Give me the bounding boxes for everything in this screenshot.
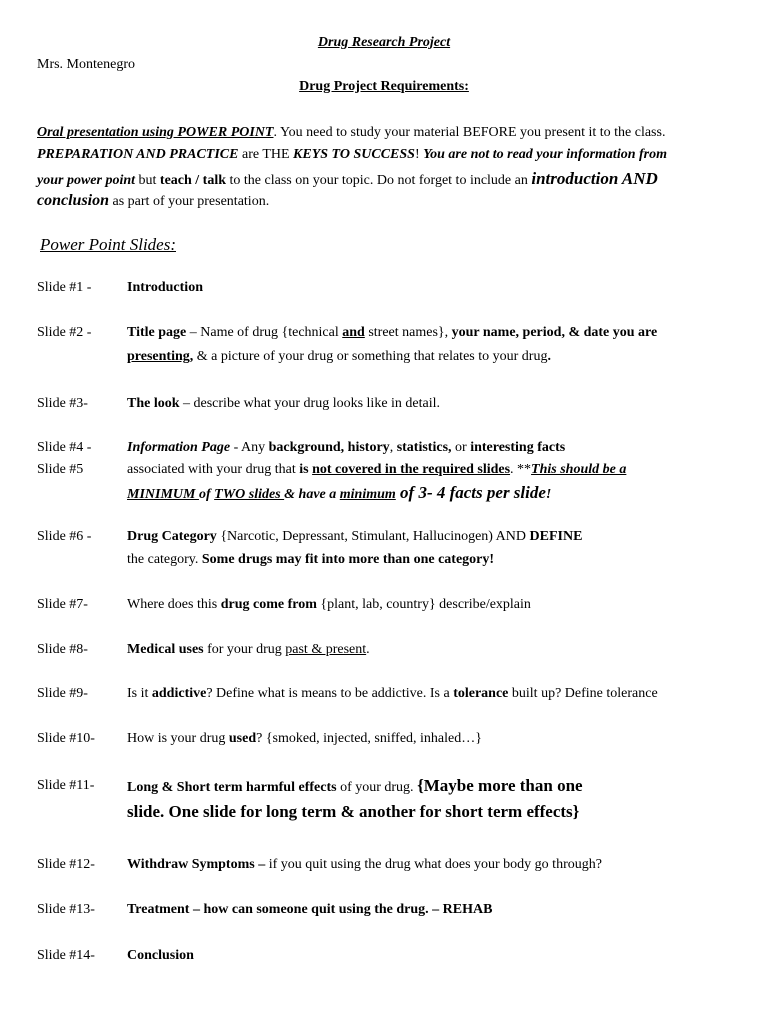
slide-text: {plant, lab, country} describe/explain [316, 597, 531, 612]
intro-line-4 [37, 192, 269, 210]
slide-text-bold-large: {Maybe more than one [417, 776, 583, 795]
intro-text: ! [414, 147, 424, 162]
document-title: Drug Research Project [317, 35, 451, 50]
slide-text-bold-italic: minimum [339, 487, 396, 502]
slide-text-underlined: past & present [285, 642, 367, 657]
slide-text: . ** [510, 462, 532, 477]
slide-text-bold: your name, period, & date you are [451, 325, 658, 340]
slide-text-bold: background, history [268, 440, 390, 455]
slide-10-text [127, 731, 482, 747]
intro-keys: KEYS TO SUCCESS [293, 147, 415, 162]
slide-13-text: Treatment – how can someone quit using the drug. – REHAB [127, 902, 493, 917]
slide-text-bold-italic: TWO slides [214, 487, 285, 502]
slide-12-text [127, 857, 602, 873]
intro-power-point: your power point [37, 173, 136, 188]
slide-text: or [451, 440, 471, 455]
slide-text-bold: presenting [127, 349, 190, 364]
slide-text-bold: Some drugs may fit into more than one category! [201, 552, 495, 567]
slide-text-bold: and [342, 325, 365, 340]
slide-11-line-1 [127, 776, 583, 796]
slide-text-bold: . [547, 349, 551, 364]
slide-text-bold: , [189, 349, 194, 364]
slide-text: – describe what your drug looks like in detail. [179, 396, 441, 411]
slide-4-line-2 [127, 462, 626, 478]
slide-8-text [127, 642, 370, 658]
intro-text: to the class on your topic. Do not forget to include an [226, 173, 532, 188]
slide-text-bold: The look [127, 396, 180, 411]
slide-text: for your drug [203, 642, 286, 657]
slide-text-bold: Medical uses [127, 642, 204, 657]
slide-text: street names}, [364, 325, 452, 340]
slide-6-line-1 [127, 529, 582, 545]
slide-text: How is your drug [127, 731, 229, 746]
teacher-name: Mrs. Montenegro [37, 57, 135, 72]
intro-line-2 [37, 147, 667, 163]
slide-text: associated with your drug that [127, 462, 300, 477]
slide-text: – Name of drug {technical [186, 325, 343, 340]
intro-no-read: You are not to read your information from [423, 147, 667, 162]
slide-4-line-3 [127, 483, 551, 503]
slide-text-bold: tolerance [453, 686, 509, 701]
slide-text: . [366, 642, 370, 657]
slide-text-bold-italic: & have a [284, 487, 340, 502]
slide-text-bold: addictive [151, 686, 207, 701]
slide-text-bold: drug come from [220, 597, 317, 612]
slide-text-bold-italic: This should be a [531, 462, 627, 477]
slide-label: Slide #7- [37, 597, 88, 612]
slide-label: Slide #8- [37, 642, 88, 657]
slide-text-bold-italic: Information Page [127, 440, 231, 455]
slides-heading: Power Point Slides: [40, 235, 176, 254]
slide-text-bold: statistics, [396, 440, 452, 455]
slide-text-bold: is [299, 462, 313, 477]
slide-3-text [127, 396, 440, 412]
slide-4-line-1 [127, 440, 565, 456]
slide-text: ? {smoked, injected, sniffed, inhaled…} [256, 731, 482, 746]
slide-text: ? Define what is means to be addictive. Is a [206, 686, 454, 701]
slide-text: {Narcotic, Depressant, Stimulant, Hallucinogen) AND [216, 529, 530, 544]
slide-label: Slide #14- [37, 948, 95, 963]
slide-text-bold: Withdraw Symptoms – [127, 857, 266, 872]
slide-6-line-2 [127, 552, 494, 568]
slide-2-line-2 [127, 349, 551, 365]
intro-text: are THE [238, 147, 294, 162]
slide-text: Where does this [127, 597, 221, 612]
intro-introduction-and: introduction AND [531, 169, 658, 188]
requirements-heading: Drug Project Requirements: [299, 79, 469, 94]
slide-text: Is it [127, 686, 152, 701]
intro-line-1 [37, 125, 665, 141]
slide-11-line-2: slide. One slide for long term & another for short term effects} [127, 802, 580, 821]
slide-1-text: Introduction [127, 280, 203, 295]
slide-text: of your drug. [336, 780, 418, 795]
slide-text-bold: not covered in the required slides [312, 462, 511, 477]
slide-label: Slide #1 - [37, 280, 92, 295]
intro-teach-talk: teach / talk [159, 173, 227, 188]
slide-label: Slide #3- [37, 396, 88, 411]
slide-2-line-1 [127, 325, 657, 341]
slide-9-text [127, 686, 658, 702]
slide-text: built up? Define tolerance [508, 686, 658, 701]
slide-text-bold: Drug Category [127, 529, 217, 544]
intro-powerpoint-emphasis: Oral presentation using POWER POINT [37, 125, 274, 140]
intro-preparation: PREPARATION AND PRACTICE [37, 147, 239, 162]
slide-text-bold-italic: ! [545, 487, 552, 502]
slide-text: - Any [230, 440, 269, 455]
intro-conclusion: conclusion [37, 192, 110, 209]
slide-text-bold: used [228, 731, 257, 746]
slide-text-bold: Title page [127, 325, 187, 340]
slide-label: Slide #6 - [37, 529, 92, 544]
slide-text: , [389, 440, 397, 455]
slide-text-bold-italic: MINIMUM [127, 487, 199, 502]
slide-text: & a picture of your drug or something that relates to your drug [193, 349, 548, 364]
intro-text: as part of your presentation. [109, 194, 270, 209]
slide-text-bold: interesting facts [470, 440, 566, 455]
slide-label: Slide #13- [37, 902, 95, 917]
slide-label: Slide #11- [37, 778, 95, 793]
slide-7-text [127, 597, 531, 613]
slide-text: if you quit using the drug what does your body go through? [265, 857, 602, 872]
slide-text: the category. [127, 552, 202, 567]
intro-text: but [135, 173, 160, 188]
slide-label: Slide #4 - [37, 440, 92, 455]
slide-label: Slide #10- [37, 731, 95, 746]
slide-text-bold: Long & Short term harmful effects [127, 780, 337, 795]
slide-14-text: Conclusion [127, 948, 194, 963]
slide-label: Slide #9- [37, 686, 88, 701]
slide-label: Slide #2 - [37, 325, 92, 340]
slide-text-bold-italic: of 3- 4 facts per slide [395, 483, 546, 502]
slide-text-bold-italic: of [198, 487, 215, 502]
intro-text: . You need to study your material BEFORE you present it to the class. [273, 125, 666, 140]
intro-line-3 [37, 169, 658, 189]
slide-label: Slide #12- [37, 857, 95, 872]
slide-label: Slide #5 [37, 462, 84, 477]
slide-text-bold: DEFINE [529, 529, 583, 544]
